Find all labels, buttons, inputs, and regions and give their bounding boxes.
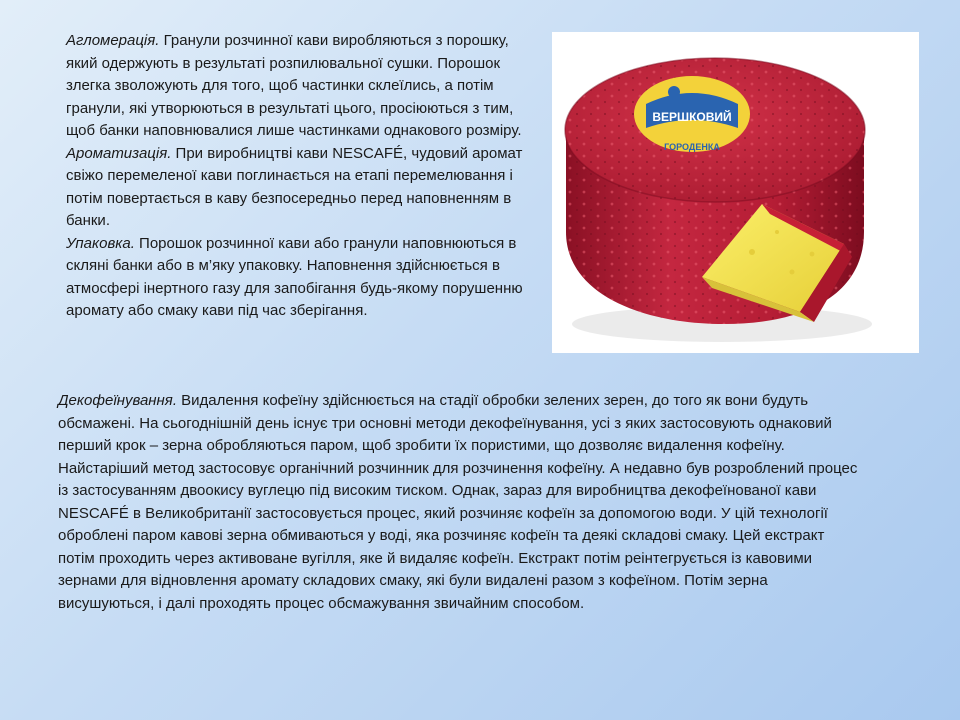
aromatization-text: При виробництві кави NESCAFÉ, чудовий аромат свіжо перемеленої кави поглинається на етапі перемелювання і потім повертається в каву безпосередньо перед наповненням в банки. (66, 144, 523, 229)
decaf-text: Видалення кофеїну здійснюється на стадії обробки зелених зерен, до того як вони будуть обсмажені. На сьогоднішній день існує три основні методи декофеїнування, усі з яких застосовують однаковий перший крок – зерна обробляються паром, щоб зробити їх пористими, що дозволяє видалення кофеїну. (58, 392, 832, 454)
packaging-text: Порошок розчинної кави або гранули наповнюються в скляні банки або в м’яку упаковку. Наповнення здійснюється в атмосфері інертного газу для запобігання будь-якому порушенню аромату або смаку кави під час зберігання. (66, 234, 523, 319)
aromatization-term: Ароматизація. (66, 144, 172, 162)
packaging-paragraph (66, 233, 544, 323)
agglomeration-paragraph (66, 30, 544, 143)
decaf-paragraph (58, 390, 858, 458)
cheese-image (552, 32, 919, 353)
agglomeration-term: Агломерація. (66, 32, 160, 49)
decaf-term: Декофеїнування. (58, 392, 177, 409)
aromatization-paragraph (66, 143, 544, 233)
top-text-block (66, 30, 544, 323)
agglomeration-text: Гранули розчинної кави виробляються з порошку, який одержують в результаті розпилювальної сушки. Порошок злегка зволожують для того, щоб частинки склеїлись, а потім гранули, які утворюються в результаті цього, просіюються з тим, щоб банки наповнювалися лише частинками однакового розміру. (66, 32, 522, 139)
packaging-term: Упаковка. (66, 234, 135, 252)
methods-paragraph: Найстаріший метод застосовує органічний розчинник для розчинення кофеїну. А недавно був розроблений процес із застосуванням двоокису вуглецю під високим тиском. Однак, зараз для виробництва декофеїнованої кави NESCAFÉ в Великобританії застосовується процес, який розчиняє кофеїн за допомогою води. У цій технології оброблені паром кавові зерна обмиваються у воді, яка розчиняє кофеїн та деякі складові смаку. Цей екстракт потім проходить через активоване вугілля, яке й видаляє кофеїн. Екстракт потім реінтегрується із кавовими зернами для відновлення аромату складових смаку, які були видалені разом з кофеїном. Потім зерна висушуються, і далі проходять процес обсмажування звичайним способом. (58, 459, 858, 612)
bottom-text-block (58, 390, 858, 615)
product-label (634, 76, 750, 152)
label-main-text: ВЕРШКОВИЙ (652, 110, 732, 124)
cheese-wheel-illustration (552, 32, 919, 353)
label-brand-text: ГОРОДЕНКА (664, 142, 720, 152)
